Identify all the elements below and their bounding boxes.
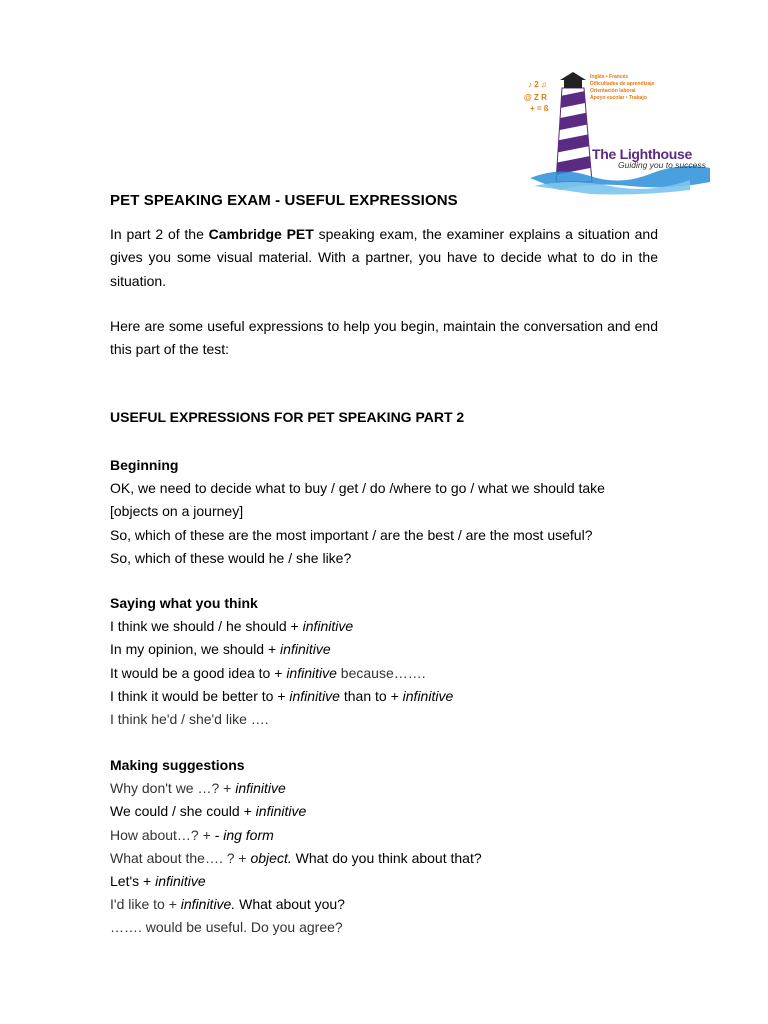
logo-symbol: ♪ 2 ♫: [528, 80, 547, 89]
expression-line: Let's + infinitive: [110, 873, 206, 890]
section-making-suggestions: [110, 754, 670, 940]
section-heading: Making suggestions: [110, 757, 245, 773]
expression-line: I think it would be better to + infinitive than to + infinitive: [110, 687, 454, 704]
section-subheading: USEFUL EXPRESSIONS FOR PET SPEAKING PART 2: [110, 409, 465, 425]
logo-symbol: + = ß: [530, 104, 549, 113]
page-title: PET SPEAKING EXAM - USEFUL EXPRESSIONS: [110, 192, 458, 209]
expression-line: I'd like to + infinitive. What about you?: [110, 896, 345, 913]
intro-text: speaking exam, the examiner explains a situation and gives you some visual material. With a partner, you have to decide what to do in the situation.: [110, 226, 659, 289]
expression-line: OK, we need to decide what to buy / get / do /where to go / what we should take: [110, 480, 605, 497]
logo-notes: [590, 74, 654, 102]
section-heading: Beginning: [110, 457, 179, 473]
expression-line: In my opinion, we should + infinitive: [110, 641, 331, 658]
expression-line: I think he'd / she'd like ….: [110, 711, 269, 728]
expression-line: So, which of these would he / she like?: [110, 549, 352, 566]
intro-paragraph-2: Here are some useful expressions to help you begin, maintain the conversation and end this part of the test:: [110, 318, 658, 358]
section-beginning: [110, 454, 670, 570]
logo-note: Inglés • Francés: [590, 74, 629, 80]
expression-line: Why don't we …? + infinitive: [110, 780, 286, 797]
logo-text: [592, 146, 706, 170]
intro-paragraph-1: [110, 223, 658, 293]
intro-text: In part 2 of the: [110, 226, 209, 242]
logo-note: Orientación laboral: [590, 88, 636, 94]
logo-title: The Lighthouse: [592, 146, 693, 162]
logo-note: Apoyo escolar • Trabajo: [590, 95, 647, 101]
expression-line: It would be a good idea to + infinitive because…….: [110, 664, 426, 681]
expression-line: [objects on a journey]: [110, 503, 244, 520]
expression-line: So, which of these are the most important / are the best / are the most useful?: [110, 526, 593, 543]
logo-symbol: @ Z R: [524, 93, 547, 102]
logo-note: Dificultades de aprendizaje: [590, 81, 655, 87]
expression-line: How about…? + - ing form: [110, 826, 274, 843]
intro-bold-text: Cambridge PET: [208, 226, 314, 242]
section-heading: Saying what you think: [110, 595, 258, 611]
section-saying-what-you-think: [110, 592, 670, 731]
expression-line: We could / she could + infinitive: [110, 803, 307, 820]
logo-tagline: Guiding you to success: [618, 160, 706, 170]
expression-line: What about the…. ? + object. What do you think about that?: [110, 849, 482, 866]
expression-line: ……. would be useful. Do you agree?: [110, 919, 343, 936]
expression-line: I think we should / he should + infinitive: [110, 618, 354, 635]
